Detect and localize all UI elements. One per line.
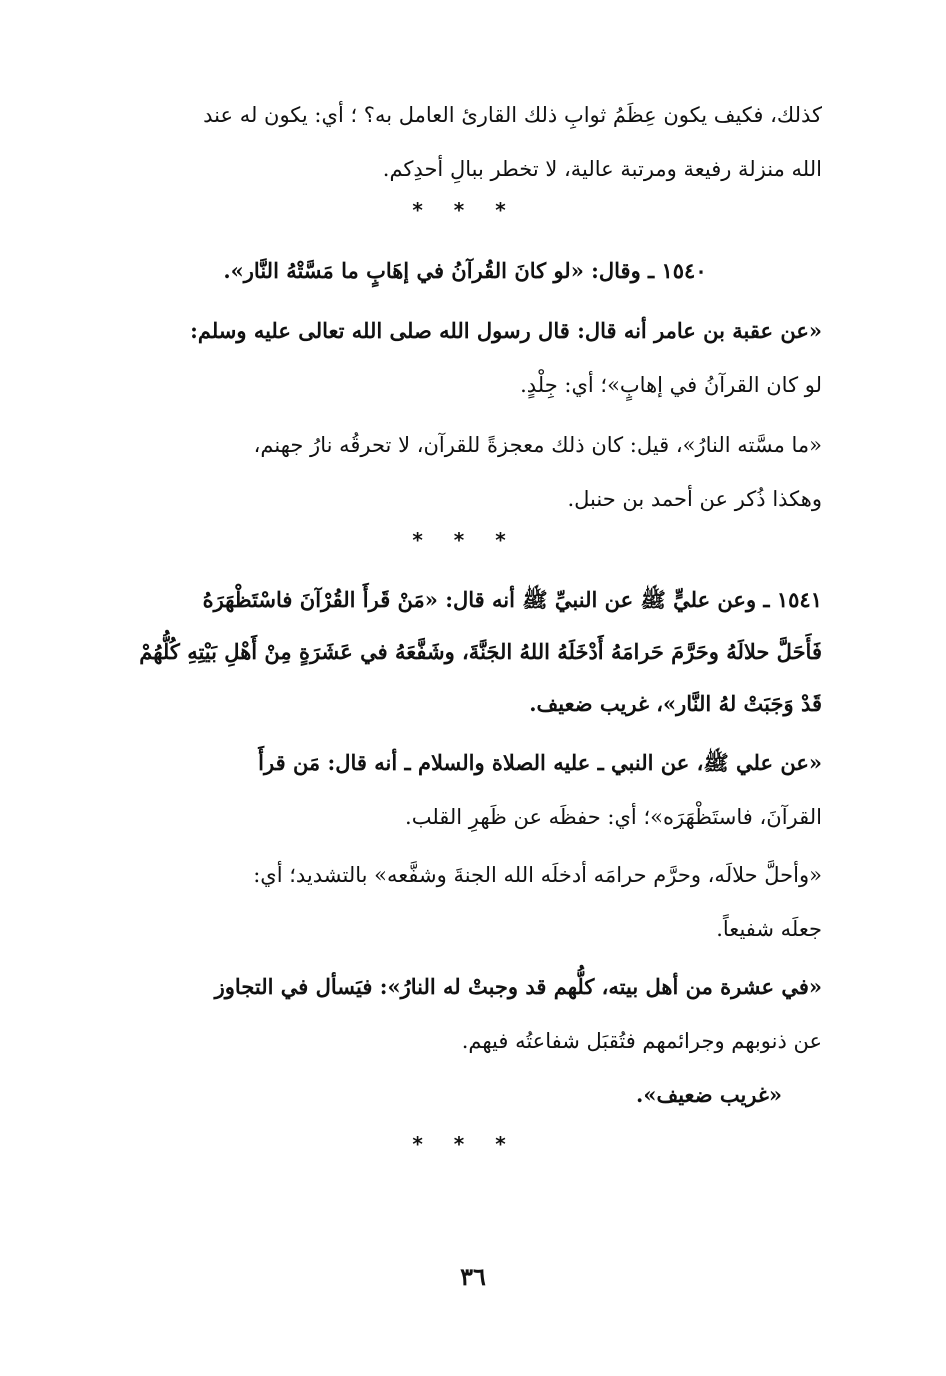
paragraph-4-line-2: القرآنَ، فاستَظْهَرَه»؛ أي: حفظَه عن ظَهرِ القلب. <box>405 805 822 829</box>
paragraph-5-line-2: جعلَه شفيعاً. <box>716 917 822 941</box>
paragraph-2-line-2: لو كان القرآنُ في إهابٍ»؛ أي: جِلْدٍ. <box>520 373 822 397</box>
paragraph-3-line-2: وهكذا ذُكر عن أحمد بن حنبل. <box>567 487 822 511</box>
hadith-1541-line-3: قَدْ وَجَبَتْ لهُ النَّار»، غريب ضعيف. <box>529 691 822 716</box>
hadith-1541-line-2: فَأَحَلَّ حلالَهُ وحَرَّمَ حَرامَهُ أَدْخَلَهُ اللهُ الجَنَّةَ، وشَفَّعَهُ في عَشَرَةٍ مِنْ أَهْلِ بَيْتِهِ كُلُّهُمْ <box>139 639 822 664</box>
paragraph-5 <box>108 848 822 956</box>
paragraph-7: «غريب ضعيف». <box>636 1082 782 1107</box>
paragraph-1-line-2: الله منزلة رفيعة ومرتبة عالية، لا تخطر ببالِ أحدِكم. <box>382 157 822 181</box>
paragraph-1-line-1: كذلك، فكيف يكون عِظَمُ ثوابِ ذلك القارئ العامل به؟ ؛ أي: يكون له عند <box>203 103 822 127</box>
hadith-1541 <box>108 574 822 730</box>
paragraph-4-line-1: «عن علي ﷺ، عن النبي ـ عليه الصلاة والسلام ـ أنه قال: مَن قرأَ <box>258 750 822 775</box>
paragraph-2-line-1: «عن عقبة بن عامر أنه قال: قال رسول الله صلى الله تعالى عليه وسلم: <box>190 318 822 343</box>
paragraph-3 <box>108 418 822 526</box>
paragraph-1 <box>108 88 822 196</box>
paragraph-6 <box>108 960 822 1068</box>
section-separator: * * * <box>412 528 518 552</box>
paragraph-3-line-1: «ما مسَّته النارُ»، قيل: كان ذلك معجزةً للقرآن، لا تحرقُه نارُ جهنم، <box>253 433 822 457</box>
hadith-1540-heading: ١٥٤٠ ـ وقال: «لو كانَ القُرآنُ في إهَابٍ ما مَسَّتْهُ النَّار». <box>223 258 707 283</box>
section-separator: * * * <box>412 198 518 222</box>
section-separator: * * * <box>412 1132 518 1156</box>
paragraph-6-line-2: عن ذنوبهم وجرائمهم فتُقبَل شفاعتُه فيهم. <box>461 1029 822 1053</box>
page-body <box>108 88 822 1156</box>
paragraph-5-line-1: «وأحلَّ حلالَه، وحرَّم حرامَه أدخلَه الله الجنةَ وشفَّعه» بالتشديد؛ أي: <box>253 863 822 887</box>
paragraph-6-line-1: «في عشرة من أهل بيته، كلُّهم قد وجبتْ له النارُ»: فيَسأل في التجاوز <box>214 974 822 999</box>
paragraph-4 <box>108 736 822 844</box>
page-number: ٣٦ <box>460 1262 486 1291</box>
hadith-1541-line-1: ١٥٤١ ـ وعن عليٍّ ﷺ عن النبيِّ ﷺ أنه قال: «مَنْ قَرأَ القُرْآنَ فاسْتَظْهَرَهُ <box>202 587 822 612</box>
paragraph-2 <box>108 304 822 412</box>
